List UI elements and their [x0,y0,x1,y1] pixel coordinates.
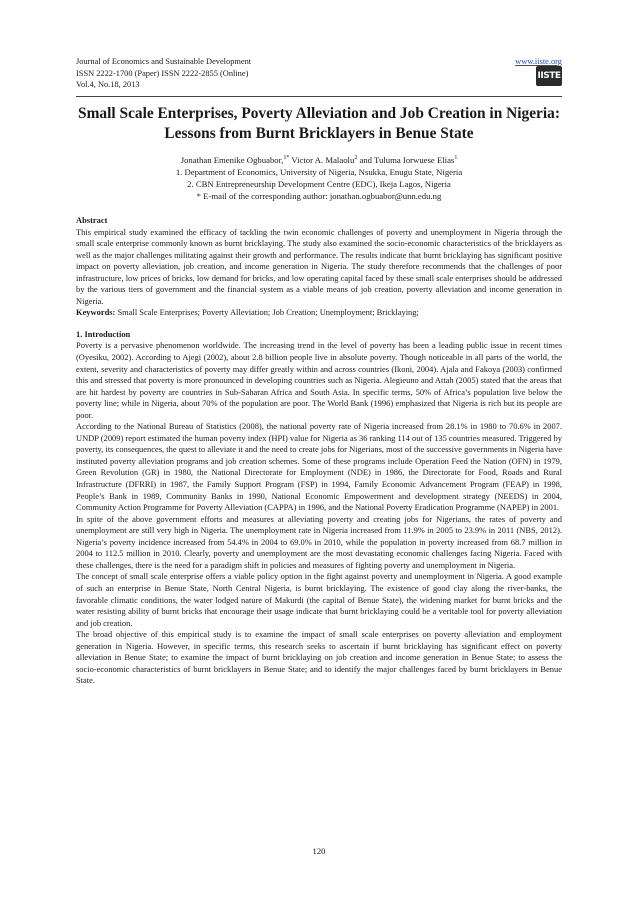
corresponding-email: * E-mail of the corresponding author: jonathan.ogbuabor@unn.edu.ng [196,190,442,201]
abstract-heading: Abstract [76,215,108,225]
intro-paragraph-1: Poverty is a pervasive phenomenon worldwide. The increasing trend in the level of poverty has been a leading public issue in recent times (Oyesiku, 2002). According to Ajegi (2002), about 2.8 billion people live in absolute poverty. Though noticeable in all parts of the world, the extent, severity and characteristics of poverty may differ greatly within and across countries (Ikoni, 2004). Ajala and Fakoya (2003) confirmed this and stressed that poverty is more pronounced in developing countries such as Nigeria. Alegieuno and Attah (2005) stated that the areas that are hit hardest by poverty are countries in Sub-Saharan Africa and South Asia. In specific terms, 50% of Africa’s population live below the poverty line; while in Nigeria, about 70% of the population are poor. The World Bank (1996) emphasized that Nigeria is rich but its people are poor. [76,340,562,420]
intro-paragraph-3: In spite of the above government efforts and measures at alleviating poverty and creating jobs for Nigerians, the rates of poverty and unemployment are still very high in Nigeria. The unemployment rate in Nigeria increased from 11.9% in 2005 to 23.9% in 2011 (NBS, 2012). Nigeria’s poverty incidence increased from 54.4% in 2004 to 69.0% in 2010, while the population in poverty increased from 68.7 million in 2004 to 112.5 million in 2010. Clearly, poverty and unemployment are the most devastating economic challenges facing Nigeria. Faced with these challenges, there is the need for a paradigm shift in policies and measures of fighting poverty and unemployment in Nigeria. [76,513,562,570]
author-names [76,152,562,166]
journal-issn: ISSN 2222-1700 (Paper) ISSN 2222-2855 (Online) [76,68,249,78]
keywords-line [76,307,562,319]
section-gap [76,319,562,329]
author-3-sup: 1 [454,155,458,161]
author-1: Jonathan Emenike Ogbuabor, [180,154,284,165]
page-number: 120 [312,846,326,856]
intro-paragraph-2: According to the National Bureau of Statistics (2008), the national poverty rate of Nigeria increased from 28.1% in 1980 to 70.6% in 2007. UNDP (2009) report estimated the human poverty index (HPI) value for Nigeria as 36 ranking 114 out of 135 countries measured. Triggered by poverty, its consequences, the quest to alleviate it and the need to create jobs for Nigerians, most of the successive governments in Nigeria have instituted poverty alleviation programs and job creation schemes. Some of these programs include Operation Feed the Nation (OFN) in 1979, Green Revolution (GR) in 1980, the National Directorate for Employment (NDE) in 1986, the Directorate for Food, Roads and Rural Infrastructure (DFRRI) in 1987, the Family Support Program (FSP) in 1994, Family Economic Advancement Program (FEAP) in 1998, People’s Bank in 1989, Community Banks in 1990, National Economic Empowerment and development strategy (NEEDS) in 2004, Community Action Programme for Poverty Alleviation (CAPPA) in 1996, and the National Poverty Eradication Programme (NAPEP) in 2001. [76,421,562,513]
introduction-heading: 1. Introduction [76,328,131,339]
header-divider [76,96,562,97]
author-2-sup: 2 [354,155,358,161]
paper-page [76,0,562,903]
keywords-label: Keywords: [76,307,116,318]
intro-paragraph-5: The broad objective of this empirical study is to examine the impact of small scale enterprises on poverty alleviation and employment generation in Nigeria. However, in specific terms, this research seeks to ascertain if burnt bricklaying has significant effect on poverty alleviation in Benue State; to examine the impact of burnt bricklaying on job creation and income generation in Benue State; to assess the socio-economic characteristics of burnt bricklayers in Benue State; and to identify the major challenges faced by burnt bricklayers in Benue State. [76,629,562,686]
journal-volume: Vol.4, No.18, 2013 [76,80,140,89]
author-2: Victor A. Malaolu [291,154,355,165]
author-1-sup: 1* [283,155,290,161]
author-3: and Tuluma Iorwuese Elias [359,154,455,165]
author-block [76,152,562,202]
iiste-logo-icon: IISTE [536,66,562,86]
paper-title: Small Scale Enterprises, Poverty Alleviation and Job Creation in Nigeria: Lessons from Burnt Bricklayers in Benue State [78,105,560,142]
affiliation-2: 2. CBN Entrepreneurship Development Centre (EDC), Ikeja Lagos, Nigeria [187,178,451,189]
keywords-text: Small Scale Enterprises; Poverty Alleviation; Job Creation; Unemployment; Bricklaying; [117,307,419,318]
affiliation-1: 1. Department of Economics, University of Nigeria, Nsukka, Enugu State, Nigeria [175,166,463,177]
abstract-text: This empirical study examined the efficacy of tackling the twin economic challenges of poverty and unemployment in Nigeria through the small scale enterprise commonly known as burnt bricklaying. The study also examined the socio-economic characteristics of the bricklayers as well as the major challenges militating against their growth and performance. The results indicate that burnt bricklaying has significant positive impact on poverty alleviation, job creation, and income generation in Nigeria. The study therefore recommends that the challenges of poor infrastructure, low prices of bricks, low demand for bricks, and low operating capital faced by these small scale enterprises should be addressed by the various tiers of government and the financial system as a viable means of job creation, poverty alleviation and income generation in Nigeria. [76,226,562,306]
intro-paragraph-4: The concept of small scale enterprise offers a viable policy option in the fight against poverty and unemployment in Nigeria. A good example of such an enterprise in Benue State, North Central Nigeria, is burnt bricklaying. The existence of good clay along the river-banks, the favorable climatic conditions, the water lodged nature of Makurdi (the capital of Benue State), the widening market for burnt bricks and the water resisting ability of burnt bricks that encourage their usage indicate that burnt bricklaying could be a veritable tool for poverty alleviation and job creation. [76,571,562,628]
paper-body [76,215,562,687]
journal-header [76,56,562,91]
journal-url-link[interactable]: www.iiste.org [515,57,562,66]
journal-name: Journal of Economics and Sustainable Development [76,57,252,66]
